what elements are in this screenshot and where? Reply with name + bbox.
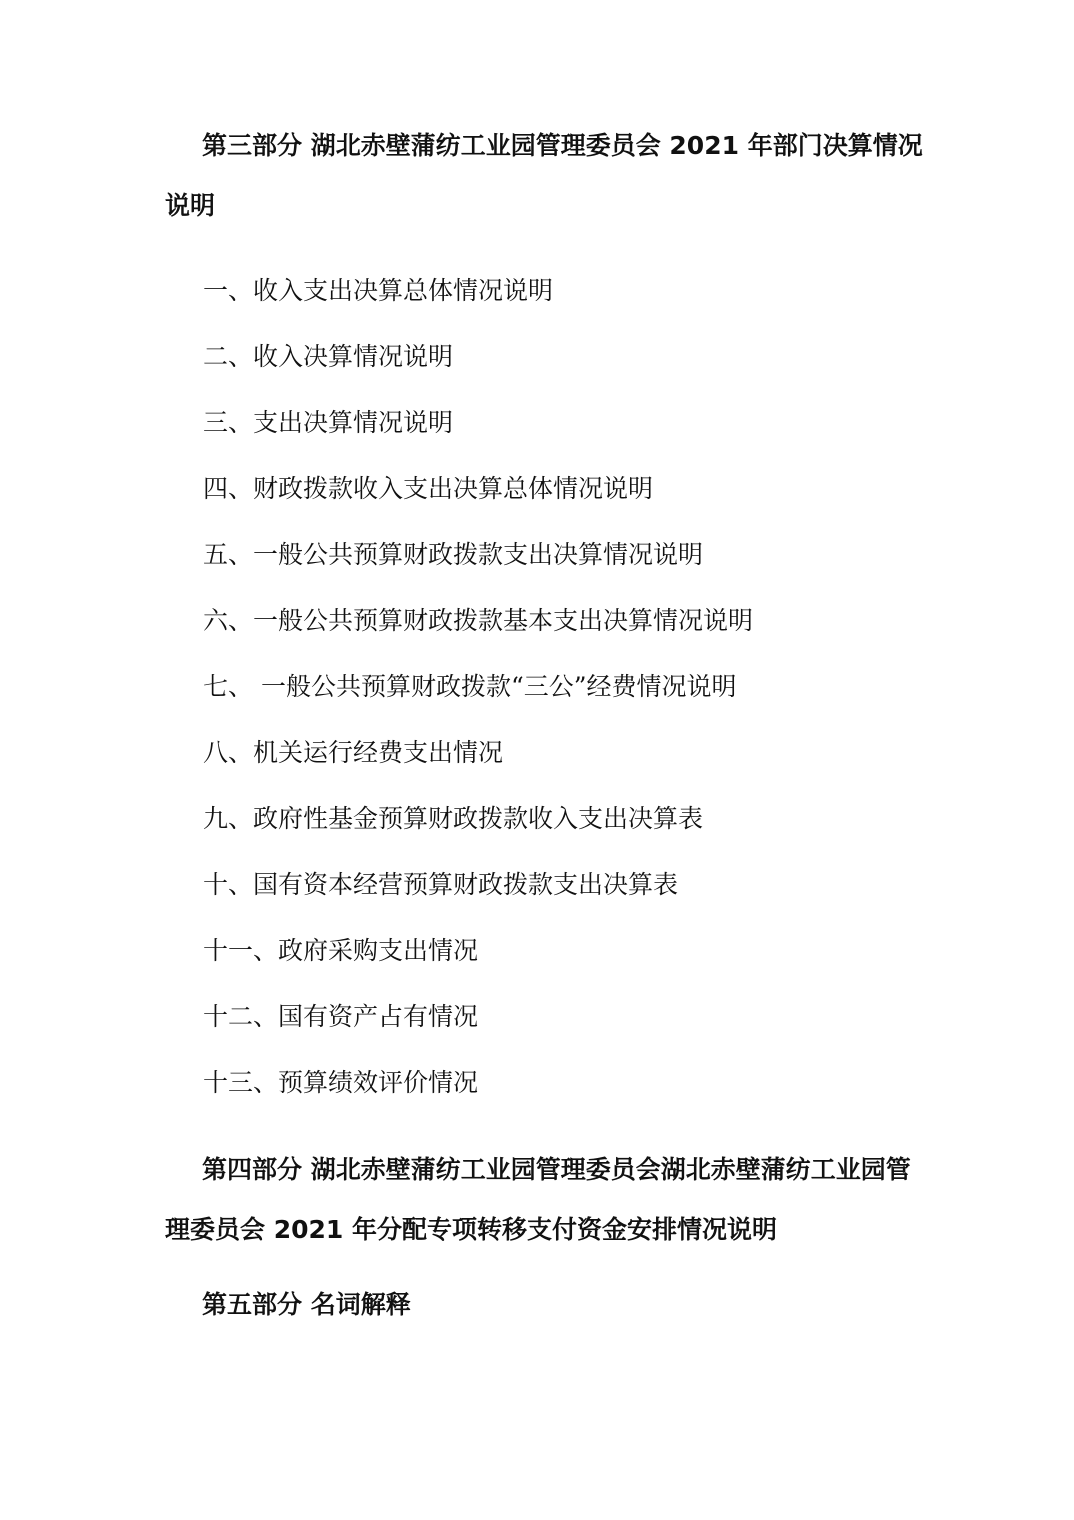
list-item: 九、政府性基金预算财政拨款收入支出决算表	[203, 804, 704, 833]
part5-heading: 第五部分 名词解释	[202, 1290, 411, 1319]
section-list	[203, 258, 753, 1116]
list-item: 十三、预算绩效评价情况	[203, 1068, 479, 1097]
list-item: 一、收入支出决算总体情况说明	[203, 276, 554, 305]
list-item: 四、财政拨款收入支出决算总体情况说明	[203, 474, 654, 503]
list-item: 五、一般公共预算财政拨款支出决算情况说明	[203, 540, 704, 569]
list-item: 十一、政府采购支出情况	[203, 936, 479, 965]
part4-heading: 第四部分 湖北赤壁蒲纺工业园管理委员会湖北赤壁蒲纺工业园管理委员会 2021 年分配专项转移支付资金安排情况说明	[165, 1155, 911, 1244]
list-item: 三、支出决算情况说明	[203, 408, 454, 437]
list-item: 七、 一般公共预算财政拨款“三公”经费情况说明	[203, 672, 737, 701]
list-item: 十二、国有资产占有情况	[203, 1002, 479, 1031]
part3-heading: 第三部分 湖北赤壁蒲纺工业园管理委员会 2021 年部门决算情况说明	[165, 131, 923, 220]
list-item: 十、国有资本经营预算财政拨款支出决算表	[203, 870, 679, 899]
list-item: 二、收入决算情况说明	[203, 342, 454, 371]
list-item: 六、一般公共预算财政拨款基本支出决算情况说明	[203, 606, 754, 635]
list-item: 八、机关运行经费支出情况	[203, 738, 504, 767]
